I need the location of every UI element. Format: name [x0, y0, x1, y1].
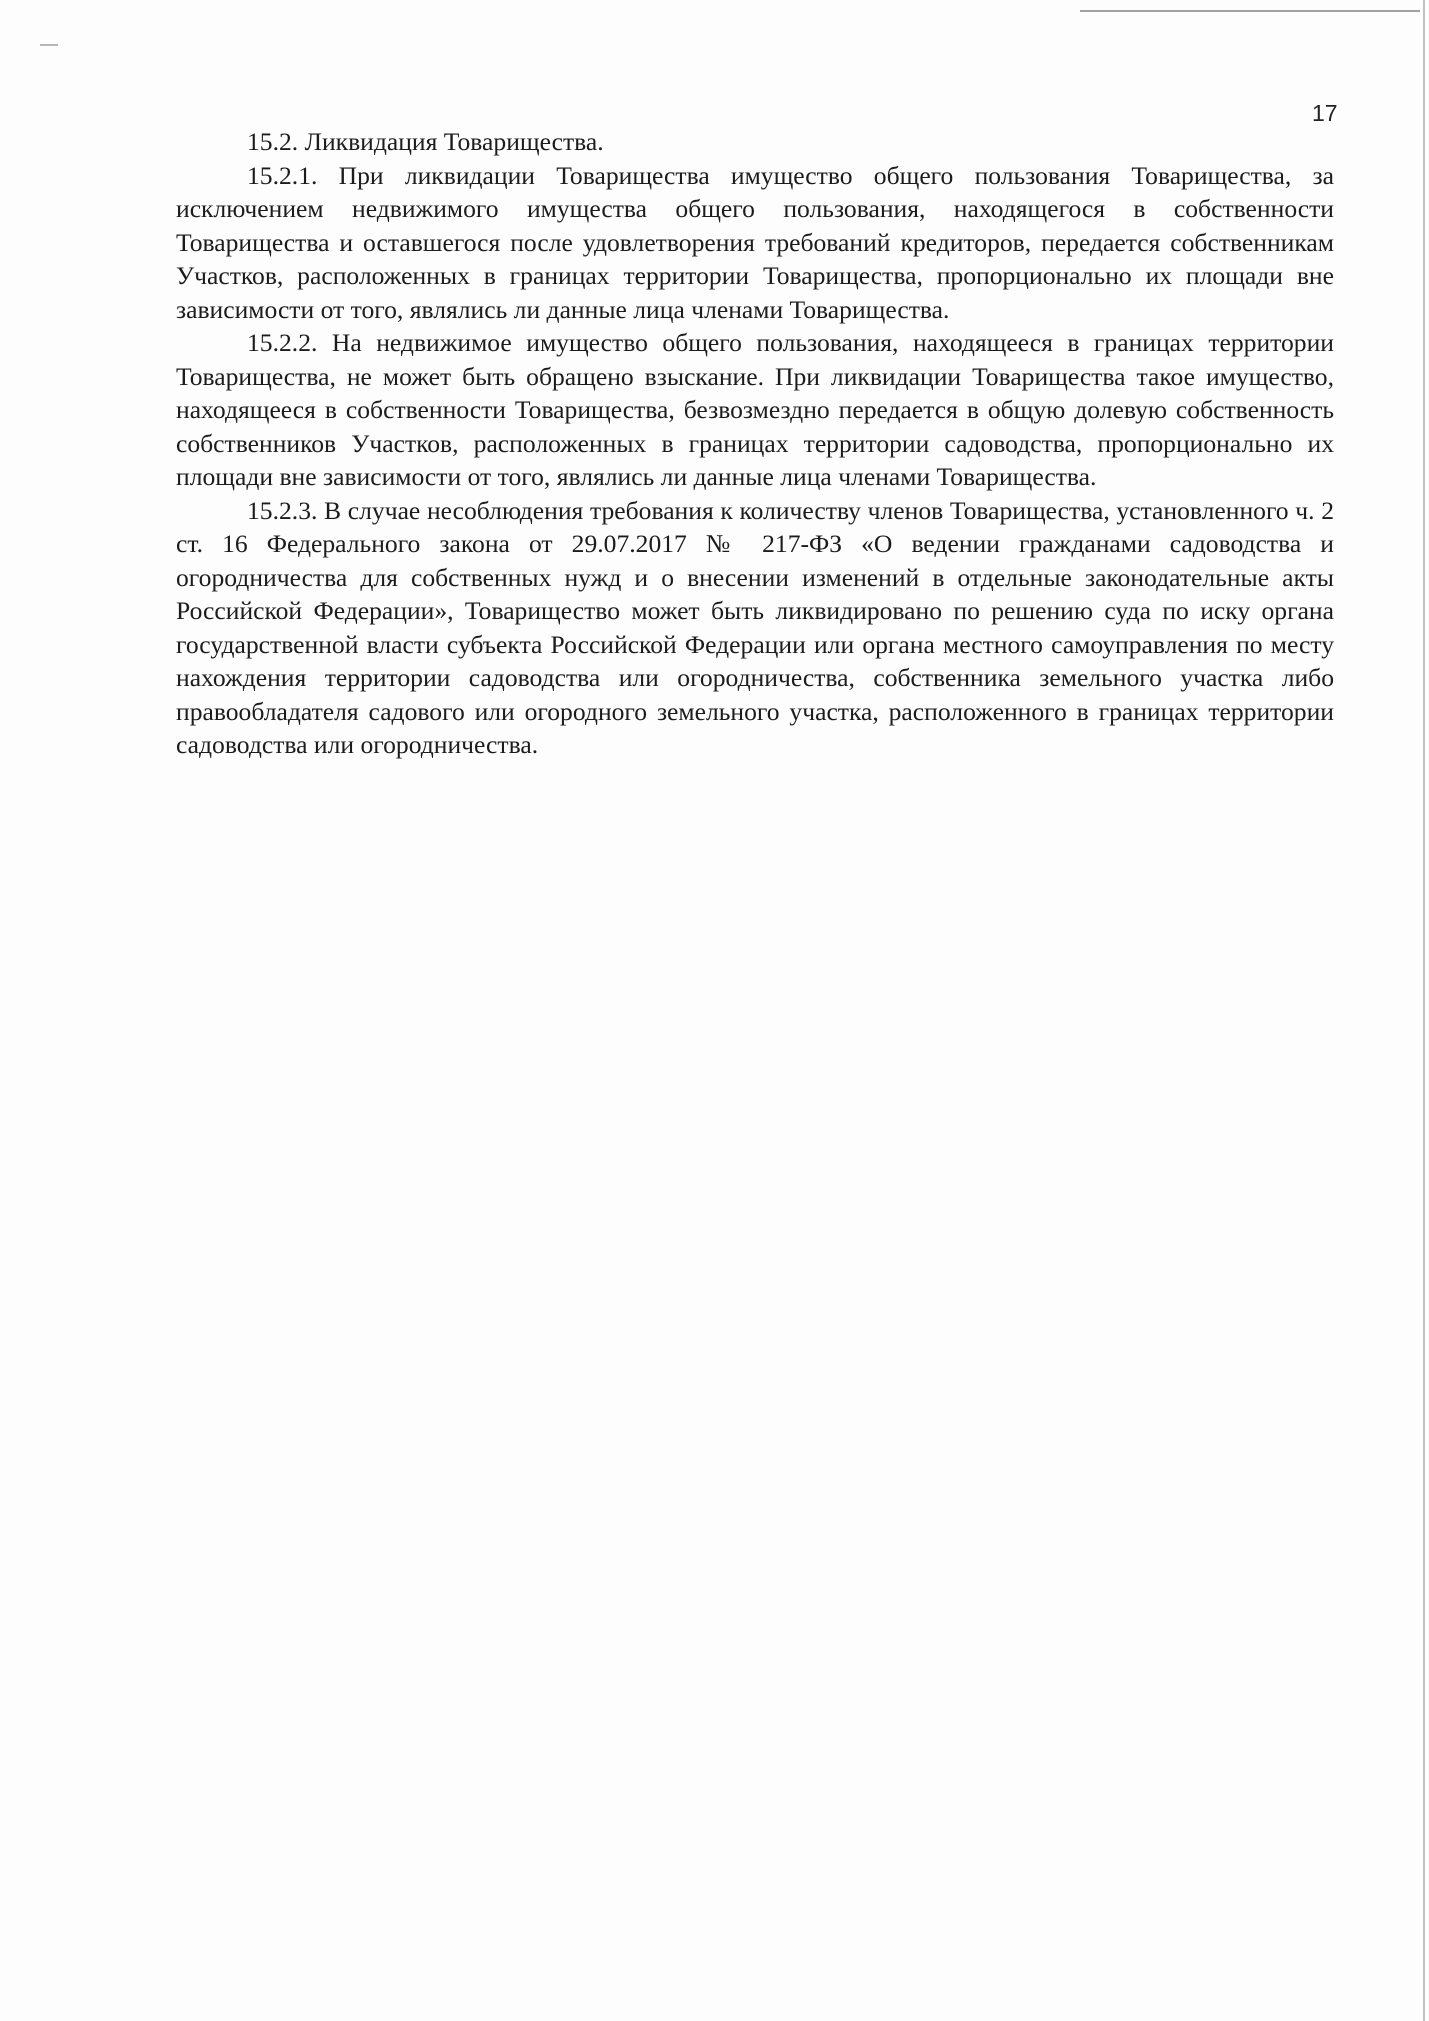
- scan-edge-right: [1423, 0, 1425, 2021]
- paragraph-15-2-1: 15.2.1. При ликвидации Товарищества имущество общего пользования Товарищества, за исключением недвижимого имущества общего пользования, находящегося в собственности Товарищества и оставшегося после удовлетворения требований кредиторов, передается собственникам Участков, расположенных в границах территории Товарищества, пропорционально их площади вне зависимости от того, являлись ли данные лица членами Товарищества.: [176, 160, 1334, 324]
- scan-mark: [40, 44, 58, 46]
- page-number: 17: [1312, 100, 1338, 126]
- paragraph-15-2-3: 15.2.3. В случае несоблюдения требования к количеству членов Товарищества, установленного ч. 2 ст. 16 Федерального закона от 29.07.2017 № 217-ФЗ «О ведении гражданами садоводства и огородничества для собственных нужд и о внесении изменений в отдельные законодательные акты Российской Федерации», Товарищество может быть ликвидировано по решению суда по иску органа государственной власти субъекта Российской Федерации или органа местного самоуправления по месту нахождения территории садоводства или огородничества, собственника земельного участка либо правообладателя садового или огородного земельного участка, расположенного в границах территории садоводства или огородничества.: [176, 495, 1334, 759]
- document-body: [176, 125, 1334, 762]
- section-heading-15-2: 15.2. Ликвидация Товарищества.: [247, 127, 604, 156]
- scan-edge-top: [1080, 10, 1420, 12]
- paragraph-15-2-2: 15.2.2. На недвижимое имущество общего пользования, находящееся в границах территории Товарищества, не может быть обращено взыскание. При ликвидации Товарищества такое имущество, находящееся в собственности Товарищества, безвозмездно передается в общую долевую собственность собственников Участков, расположенных в границах территории садоводства, пропорционально их площади вне зависимости от того, являлись ли данные лица членами Товарищества.: [176, 328, 1334, 491]
